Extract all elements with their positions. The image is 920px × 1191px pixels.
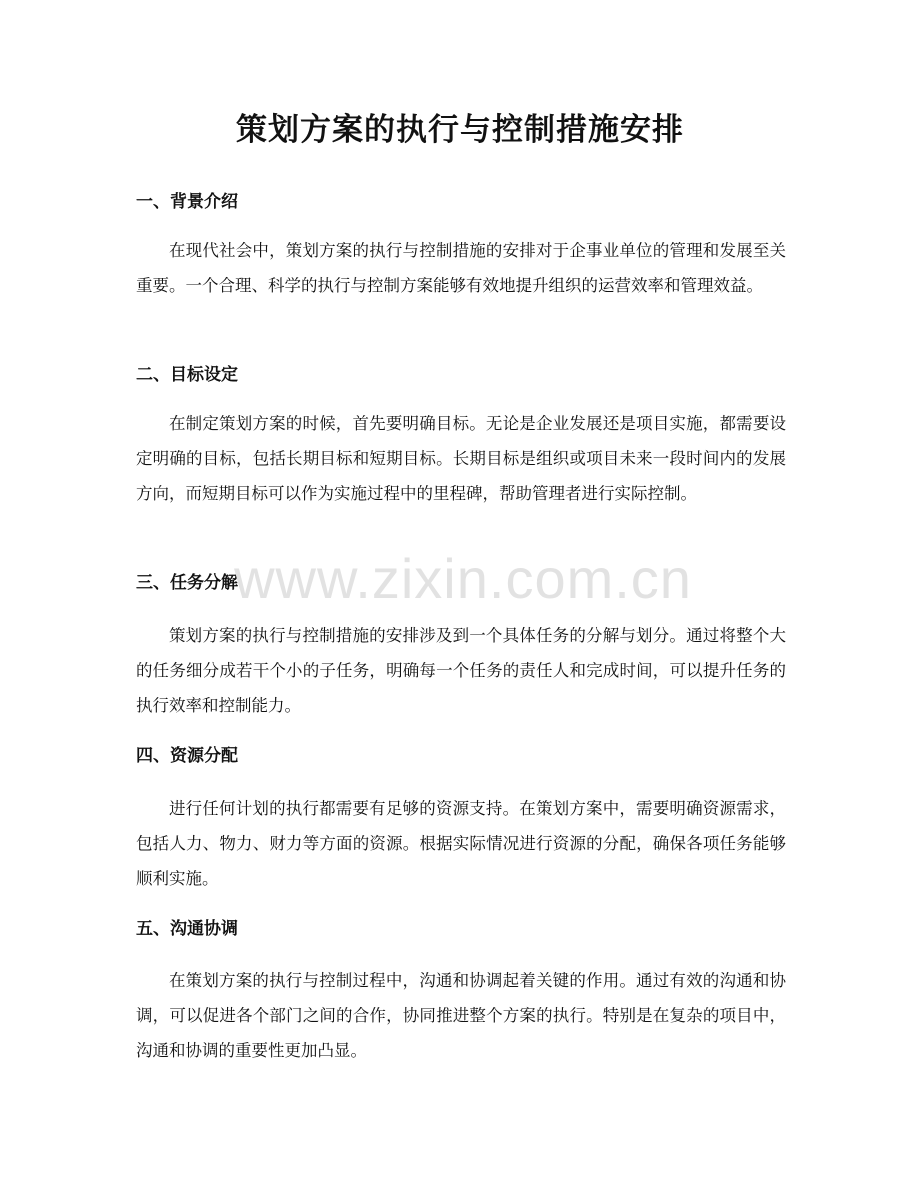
section-heading-task-breakdown: 三、任务分解 <box>136 573 238 593</box>
section-heading-background: 一、背景介绍 <box>136 192 238 212</box>
section-body-resources: 进行任何计划的执行都需要有足够的资源支持。在策划方案中，需要明确资源需求，包括人力、物力、财力等方面的资源。根据实际情况进行资源的分配，确保各项任务能够顺利实施。 <box>136 799 786 888</box>
document-title: 策划方案的执行与控制措施安排 <box>236 112 684 148</box>
watermark: www.zixin.com.cn <box>234 547 692 610</box>
section-body-communication: 在策划方案的执行与控制过程中，沟通和协调起着关键的作用。通过有效的沟通和协调，可以促进各个部门之间的合作，协同推进整个方案的执行。特别是在复杂的项目中，沟通和协调的重要性更加凸显。 <box>136 971 786 1060</box>
section-body-task-breakdown: 策划方案的执行与控制措施的安排涉及到一个具体任务的分解与划分。通过将整个大的任务细分成若干个小的子任务，明确每一个任务的责任人和完成时间，可以提升任务的执行效率和控制能力。 <box>136 626 786 715</box>
section-heading-communication: 五、沟通协调 <box>136 919 238 939</box>
section-body-goals: 在制定策划方案的时候，首先要明确目标。无论是企业发展还是项目实施，都需要设定明确的目标，包括长期目标和短期目标。长期目标是组织或项目未来一段时间内的发展方向，而短期目标可以作为实施过程中的里程碑，帮助管理者进行实际控制。 <box>136 414 786 503</box>
section-heading-goals: 二、目标设定 <box>136 365 238 385</box>
section-heading-resources: 四、资源分配 <box>136 746 238 766</box>
section-body-background: 在现代社会中，策划方案的执行与控制措施的安排对于企事业单位的管理和发展至关重要。一个合理、科学的执行与控制方案能够有效地提升组织的运营效率和管理效益。 <box>136 241 786 295</box>
